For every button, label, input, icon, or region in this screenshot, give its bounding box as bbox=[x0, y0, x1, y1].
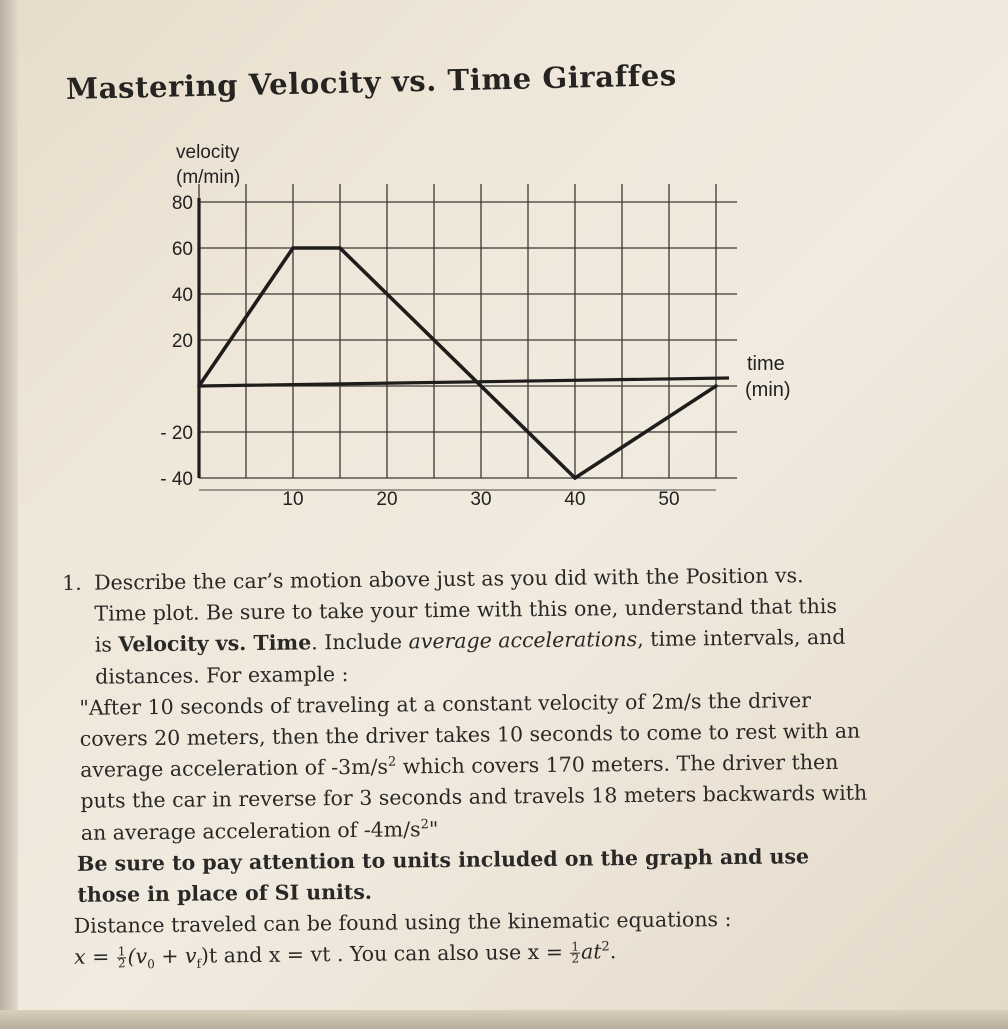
data-point bbox=[573, 476, 577, 480]
question-line: is Velocity vs. Time. Include average accelerations, time intervals, and bbox=[94, 625, 846, 658]
emphasis-velocity-vs-time: Velocity vs. Time bbox=[118, 630, 312, 657]
example-line: average acceleration of $-3m/s^2$ which covers 170 meters. The driver then bbox=[79, 750, 839, 783]
y-tick-label: 60 bbox=[171, 239, 193, 260]
x-axis bbox=[199, 378, 729, 386]
chart-grid bbox=[199, 184, 737, 490]
page-title: Mastering Velocity vs. Time Giraffes bbox=[65, 58, 678, 106]
y-tick-label: - 40 bbox=[160, 469, 193, 490]
x-tick-label: 50 bbox=[658, 489, 680, 510]
question-line: 1. Describe the car’s motion above just as you did with the Position vs. bbox=[62, 559, 932, 599]
example-line: puts the car in reverse for 3 seconds and travels 18 meters backwards with bbox=[80, 781, 868, 814]
x-tick-label: 30 bbox=[470, 489, 492, 510]
x-tick-label: 40 bbox=[564, 489, 586, 510]
x-axis-label-line1: time bbox=[747, 353, 785, 375]
y-tick-label: 80 bbox=[171, 193, 193, 214]
question-line: Time plot. Be sure to take your time with this one, understand that this bbox=[94, 594, 838, 626]
chart-series bbox=[197, 246, 718, 480]
y-axis-label-line1: velocity bbox=[176, 142, 240, 163]
data-point bbox=[338, 246, 342, 250]
y-tick-label: 20 bbox=[171, 331, 193, 352]
units-note: those in place of SI units. bbox=[77, 879, 373, 907]
emphasis-average-accelerations: average accelerations bbox=[408, 627, 638, 654]
kinematic-formula: x = $\frac{1}{2}$ $(v_0 + v_f)t$ and x = vt . You can also use x = $\frac{1}{2}$ $at^2$. bbox=[73, 939, 617, 972]
distance-note: Distance traveled can be found using the kinematic equations : bbox=[73, 907, 732, 939]
x-tick-label: 10 bbox=[282, 489, 304, 510]
page-shadow-bottom bbox=[0, 1010, 1008, 1029]
question-line: distances. For example : bbox=[95, 661, 349, 689]
example-line: covers 20 meters, then the driver takes 10 seconds to come to rest with an bbox=[79, 718, 861, 751]
fraction-half: $\frac{1}{2}$ bbox=[117, 944, 126, 971]
velocity-series-line bbox=[199, 248, 716, 478]
data-point bbox=[197, 384, 201, 388]
example-line: an average acceleration of $-4m/s^2$" bbox=[80, 816, 439, 845]
question-1 bbox=[62, 559, 936, 974]
chart-axes bbox=[199, 198, 729, 478]
fraction-half: $\frac{1}{2}$ bbox=[571, 940, 580, 967]
units-note: Be sure to pay attention to units included on the graph and use bbox=[76, 844, 810, 876]
question-number: 1. bbox=[62, 570, 82, 595]
x-tick-label: 20 bbox=[376, 489, 398, 510]
data-point bbox=[714, 384, 718, 388]
y-axis-label-line2: (m/min) bbox=[176, 167, 241, 188]
data-point bbox=[291, 246, 295, 250]
y-tick-label: - 20 bbox=[160, 423, 193, 444]
x-axis-label-line2: (min) bbox=[745, 379, 791, 401]
example-line: "After 10 seconds of traveling at a constant velocity of 2m/s the driver bbox=[79, 687, 812, 720]
y-tick-label: 40 bbox=[171, 285, 193, 306]
